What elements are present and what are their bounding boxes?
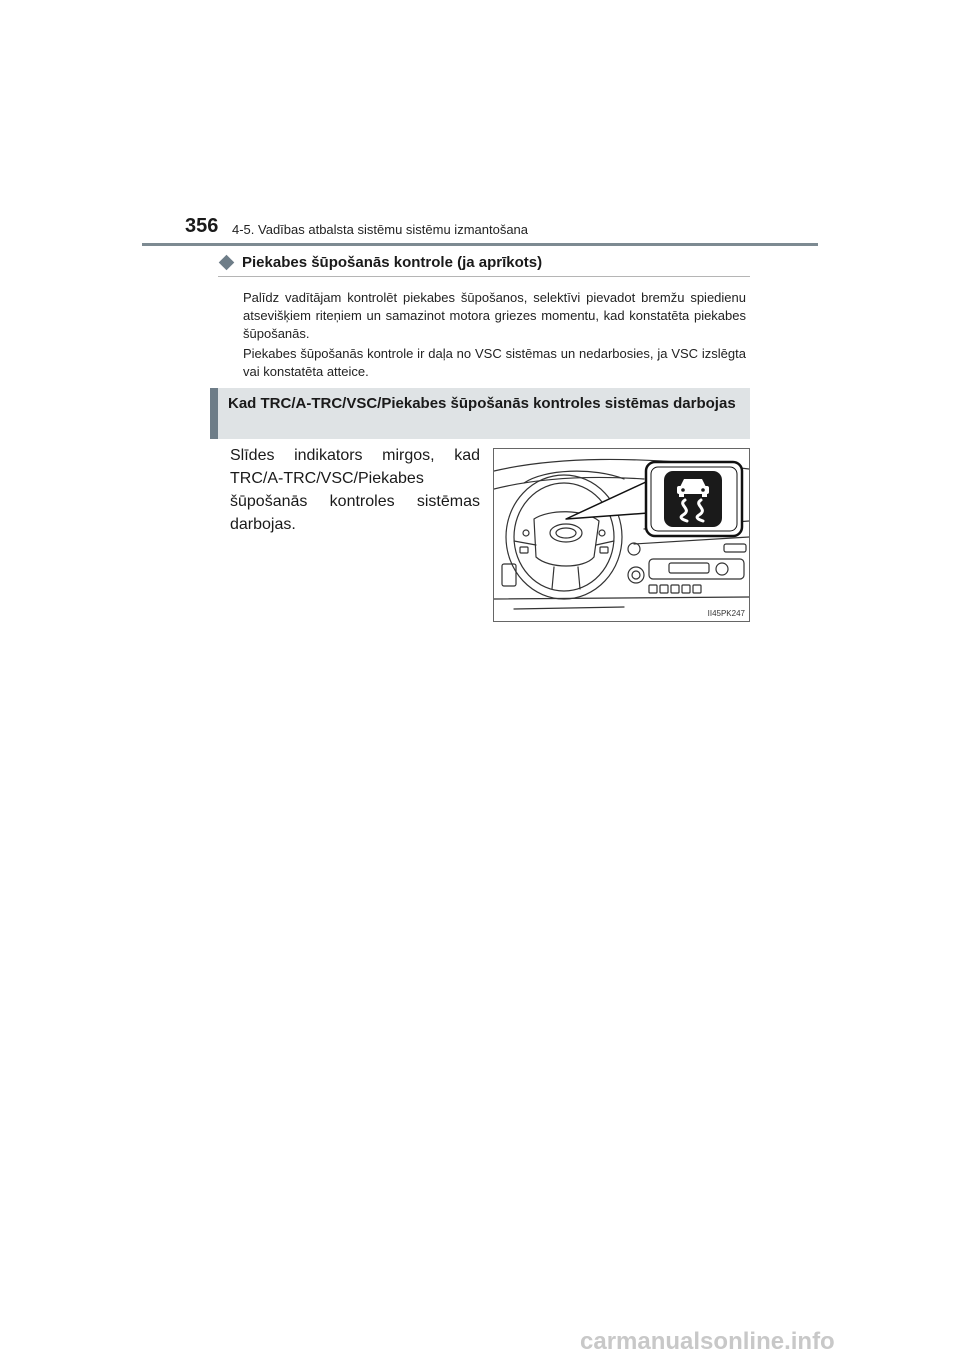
dashboard-drawing: [494, 449, 749, 621]
watermark: carmanualsonline.info: [580, 1328, 835, 1355]
dashboard-illustration: [493, 448, 750, 622]
page-number: 356: [185, 215, 219, 237]
paragraph-description: Palīdz vadītājam kontrolēt piekabes šūpošanos, selektīvi pievadot bremžu spiedienu atsevišķiem riteņiem un samazinot motora griezes momentu, kad konstatēta piekabes šūpošanās.: [243, 290, 746, 341]
diamond-icon: [219, 255, 235, 271]
section-heading: Kad TRC/A-TRC/VSC/Piekabes šūpošanās kontroles sistēmas darbojas: [210, 388, 750, 439]
paragraph-note: Piekabes šūpošanās kontrole ir daļa no VSC sistēmas un nedarbosies, ja VSC izslēgta vai konstatēta atteice.: [243, 346, 746, 379]
subsection-title: Piekabes šūpošanās kontrole (ja aprīkots): [242, 254, 543, 271]
section-body: Slīdes indikators mirgos, kad TRC/A-TRC/VSC/Piekabes šūpošanās kontroles sistēmas darbojas.: [230, 447, 480, 533]
illustration-code: II45PK247: [707, 609, 745, 618]
section-title: 4-5. Vadības atbalsta sistēmu sistēmu izmantošana: [232, 222, 529, 237]
header-divider: [142, 243, 818, 246]
subsection-heading: [218, 254, 750, 277]
